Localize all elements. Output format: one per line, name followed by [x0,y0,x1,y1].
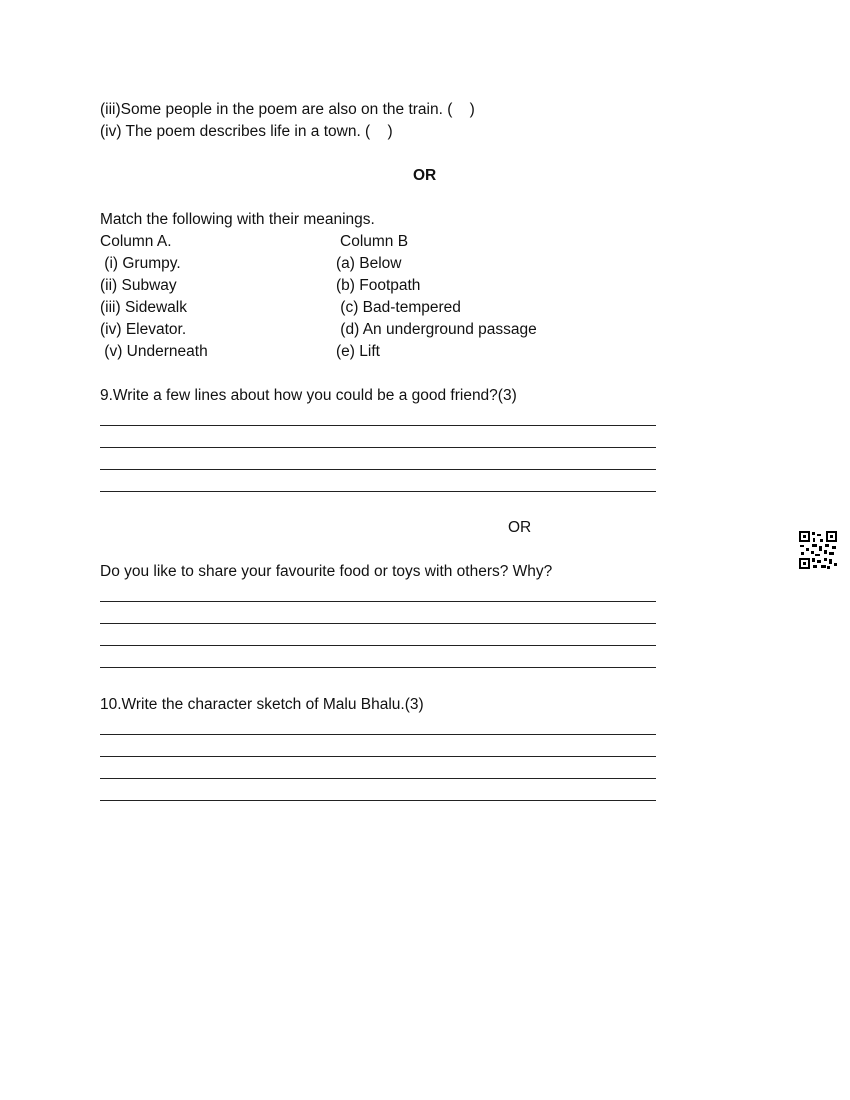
answer-line [100,447,656,448]
match-row-b: (e) Lift [336,343,380,360]
answer-line [100,734,656,735]
q10-question: 10.Write the character sketch of Malu Bhalu.(3) [100,696,424,713]
q9-question: 9.Write a few lines about how you could be a good friend?(3) [100,387,517,404]
answer-line [100,601,656,602]
match-row-b: (c) Bad-tempered [336,299,461,316]
match-row-b: (b) Footpath [336,277,421,294]
answer-line [100,778,656,779]
answer-line [100,645,656,646]
or-label-2: OR [508,519,532,536]
answer-line [100,756,656,757]
match-row-a: (ii) Subway [100,277,177,294]
match-row-a: (iii) Sidewalk [100,299,187,316]
match-row-b: (a) Below [336,255,402,272]
answer-line [100,425,656,426]
match-instruction: Match the following with their meanings. [100,211,375,228]
column-b-header: Column B [340,233,409,250]
match-row-b: (d) An underground passage [336,321,537,338]
answer-line [100,623,656,624]
qr-code-icon [798,530,838,570]
answer-line [100,491,656,492]
match-row-a: (iv) Elevator. [100,321,187,338]
answer-line [100,800,656,801]
column-a-header: Column A. [100,233,172,250]
q9-alt-question: Do you like to share your favourite food or toys with others? Why? [100,563,553,580]
or-label-1: OR [413,167,437,184]
answer-line [100,469,656,470]
answer-line [100,667,656,668]
statement-iii: (iii)Some people in the poem are also on the train. ( ) [100,101,475,118]
statement-iv: (iv) The poem describes life in a town. ( ) [100,123,393,140]
match-row-a: (v) Underneath [100,343,208,360]
match-row-a: (i) Grumpy. [100,255,181,272]
